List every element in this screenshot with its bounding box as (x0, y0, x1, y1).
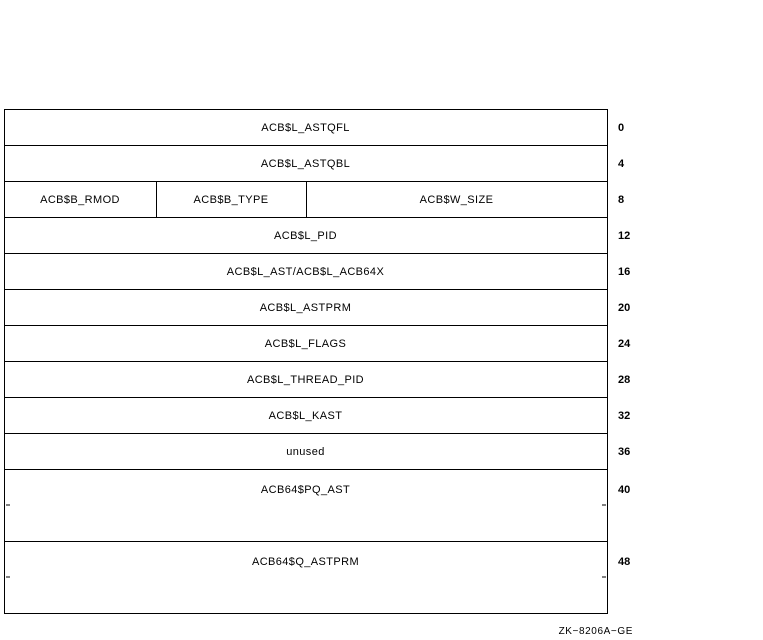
byte-offset: 4 (618, 158, 625, 170)
byte-offset: 36 (618, 446, 631, 458)
field-label: ACB$L_KAST (268, 410, 343, 422)
field-label: ACB$L_THREAD_PID (246, 374, 365, 386)
field-label: ACB$L_FLAGS (264, 338, 347, 350)
structure-row (5, 146, 626, 182)
byte-offset: 0 (618, 122, 625, 134)
structure-row (5, 398, 631, 434)
structure-row (5, 542, 631, 614)
field-label: ACB64$Q_ASTPRM (251, 556, 360, 568)
structure-row (5, 181, 625, 218)
byte-offset: 8 (618, 194, 625, 206)
field-label: ACB$L_ASTQFL (261, 122, 350, 134)
row-box (5, 470, 608, 542)
field-label: ACB$L_AST/ACB$L_ACB64X (226, 266, 385, 278)
field-label: ACB$L_ASTPRM (259, 302, 352, 314)
structure-row (5, 110, 625, 146)
byte-offset: 32 (618, 410, 631, 422)
byte-offset: 48 (618, 556, 631, 568)
row-box (5, 542, 608, 614)
structure-row (5, 290, 631, 326)
field-label: ACB$L_PID (274, 230, 337, 242)
structure-rows (5, 110, 632, 614)
field-label: ACB$B_RMOD (40, 194, 120, 206)
structure-row (5, 362, 631, 398)
byte-offset: 16 (618, 266, 631, 278)
field-label: ACB$W_SIZE (419, 194, 494, 206)
structure-row (5, 470, 631, 542)
byte-offset: 20 (618, 302, 631, 314)
byte-offset: 12 (618, 230, 631, 242)
structure-row (5, 218, 631, 254)
field-label: ACB$L_ASTQBL (260, 158, 351, 170)
byte-offset: 28 (618, 374, 631, 386)
structure-row (5, 434, 631, 470)
figure-id: ZK−8206A−GE (558, 626, 633, 637)
structure-row (5, 254, 631, 290)
structure-row (5, 326, 632, 362)
field-label: unused (286, 446, 325, 458)
field-label: ACB64$PQ_AST (260, 484, 351, 496)
byte-offset: 40 (618, 484, 631, 496)
field-label: ACB$B_TYPE (193, 194, 269, 206)
byte-offset: 24 (618, 338, 631, 350)
